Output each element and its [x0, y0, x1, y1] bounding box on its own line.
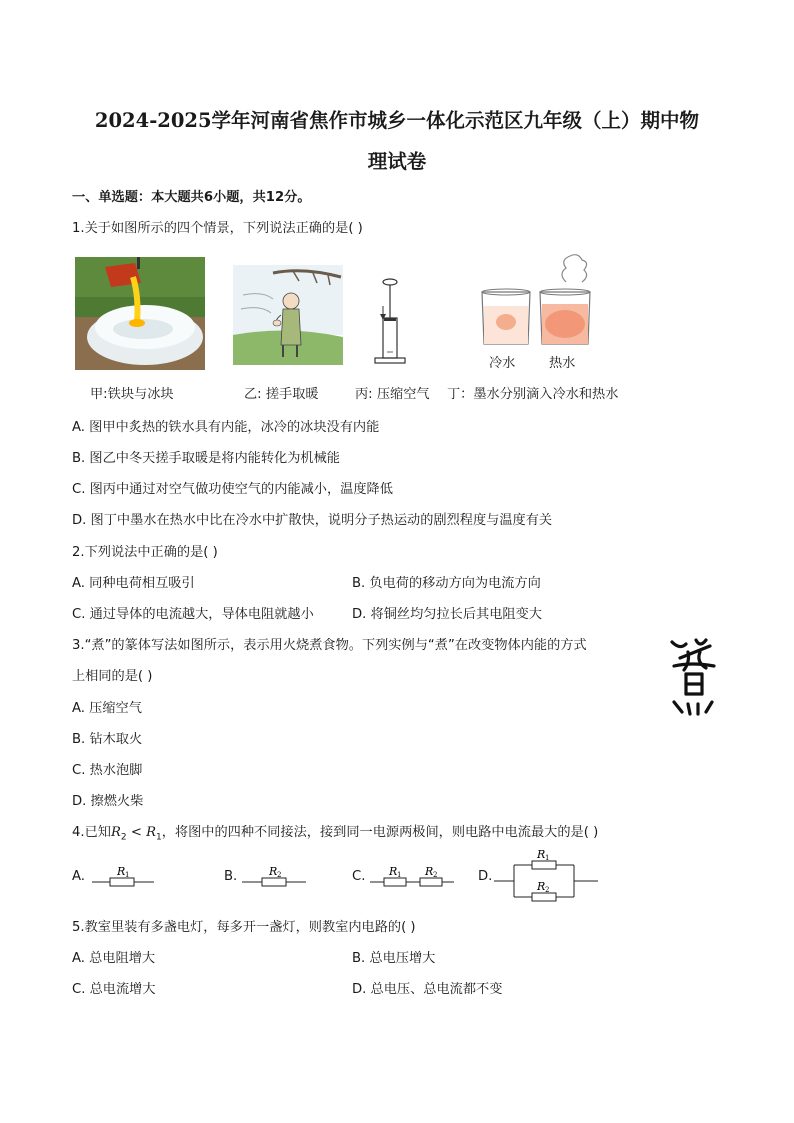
q2-option-c: C. 通过导体的电流越大，导体电阻就越小 [72, 607, 314, 622]
q4-option-d-letter: D. [478, 869, 493, 884]
label-r: R [537, 880, 546, 893]
caption-yi: 乙: 搓手取暖 [244, 387, 319, 402]
q3-option-a: A. 压缩空气 [72, 701, 142, 716]
beaker-label-hot: 热水 [549, 356, 576, 371]
q4-stem-prefix: 4.已知 [72, 825, 111, 840]
seal-script-zhu-image [666, 636, 722, 716]
q4-option-b-letter: B. [224, 869, 238, 884]
circuit-c-series [370, 863, 454, 889]
q4-option-a-letter: A. [72, 869, 85, 884]
q4-cond-r1: R [146, 825, 157, 840]
q3-option-b: B. 钻木取火 [72, 732, 143, 747]
circuit-b-r2 [242, 863, 306, 889]
q2-stem: 2.下列说法中正确的是( ) [72, 545, 218, 560]
label-sub: 1 [397, 871, 402, 879]
q4-cond-op: < [126, 825, 147, 840]
label-sub: 1 [125, 871, 130, 879]
q5-stem: 5.教室里装有多盏电灯，每多开一盏灯，则教室内电路的( ) [72, 920, 416, 935]
q1-option-c: C. 图丙中通过对空气做功使空气的内能减小，温度降低 [72, 482, 393, 497]
label-r: R [117, 865, 126, 878]
q2-option-d: D. 将铜丝均匀拉长后其电阻变大 [352, 607, 542, 622]
figure-compressing-air [373, 278, 407, 366]
caption-bing: 丙: 压缩空气 [355, 387, 430, 402]
label-sub: 2 [545, 886, 550, 894]
label-r: R [425, 865, 434, 878]
label-r: R [537, 848, 546, 861]
label-r: R [269, 865, 278, 878]
q3-stem-line-2: 上相同的是( ) [72, 669, 153, 684]
caption-jia: 甲:铁块与冰块 [90, 387, 174, 402]
q2-option-b: B. 负电荷的移动方向为电流方向 [352, 576, 541, 591]
q1-option-d: D. 图丁中墨水在热水中比在冷水中扩散快，说明分子热运动的剧烈程度与温度有关 [72, 513, 553, 528]
q4-cond-r2: R [110, 825, 121, 840]
q4-stem-rest: ，将图中的四种不同接法，接到同一电源两极间，则电路中电流最大的是( ) [161, 825, 599, 840]
q3-stem-line-1: 3.“煮”的篆体写法如图所示，表示用火烧煮食物。下列实例与“煮”在改变物体内能的方式 [72, 638, 587, 653]
label-sub: 1 [545, 854, 550, 862]
paper-title [40, 100, 754, 182]
label-sub: 2 [277, 871, 282, 879]
title-line-2: 理试卷 [367, 150, 427, 173]
q3-option-d: D. 擦燃火柴 [72, 794, 144, 809]
q4-cond-sub2: 2 [120, 832, 127, 843]
q5-option-b: B. 总电压增大 [352, 951, 436, 966]
title-line-1: 2024-2025学年河南省焦作市城乡一体化示范区九年级（上）期中物 [94, 109, 700, 132]
circuit-a-r1 [92, 863, 154, 889]
section-heading: 一、单选题：本大题共6小题，共12分。 [72, 190, 311, 205]
q4-option-c-letter: C. [352, 869, 366, 884]
beaker-label-cold: 冷水 [489, 356, 516, 371]
circuit-d-parallel [494, 846, 598, 904]
caption-ding: 丁：墨水分别滴入冷水和热水 [447, 387, 619, 402]
q5-option-a: A. 总电阻增大 [72, 951, 156, 966]
q1-stem: 1.关于如图所示的四个情景，下列说法正确的是( ) [72, 221, 363, 236]
q4-stem [72, 821, 598, 843]
q3-option-c: C. 热水泡脚 [72, 763, 143, 778]
label-r: R [389, 865, 398, 878]
label-sub: 2 [433, 871, 438, 879]
q4-cond-sub1: 1 [156, 832, 162, 843]
figure-ink-in-water [478, 252, 596, 350]
q2-option-a: A. 同种电荷相互吸引 [72, 576, 195, 591]
q1-option-a: A. 图甲中炙热的铁水具有内能，冰冷的冰块没有内能 [72, 420, 380, 435]
q1-option-b: B. 图乙中冬天搓手取暖是将内能转化为机械能 [72, 451, 340, 466]
q5-option-c: C. 总电流增大 [72, 982, 156, 997]
q5-option-d: D. 总电压、总电流都不变 [352, 982, 503, 997]
figure-rubbing-hands [233, 265, 343, 365]
figure-iron-and-ice [75, 257, 205, 370]
